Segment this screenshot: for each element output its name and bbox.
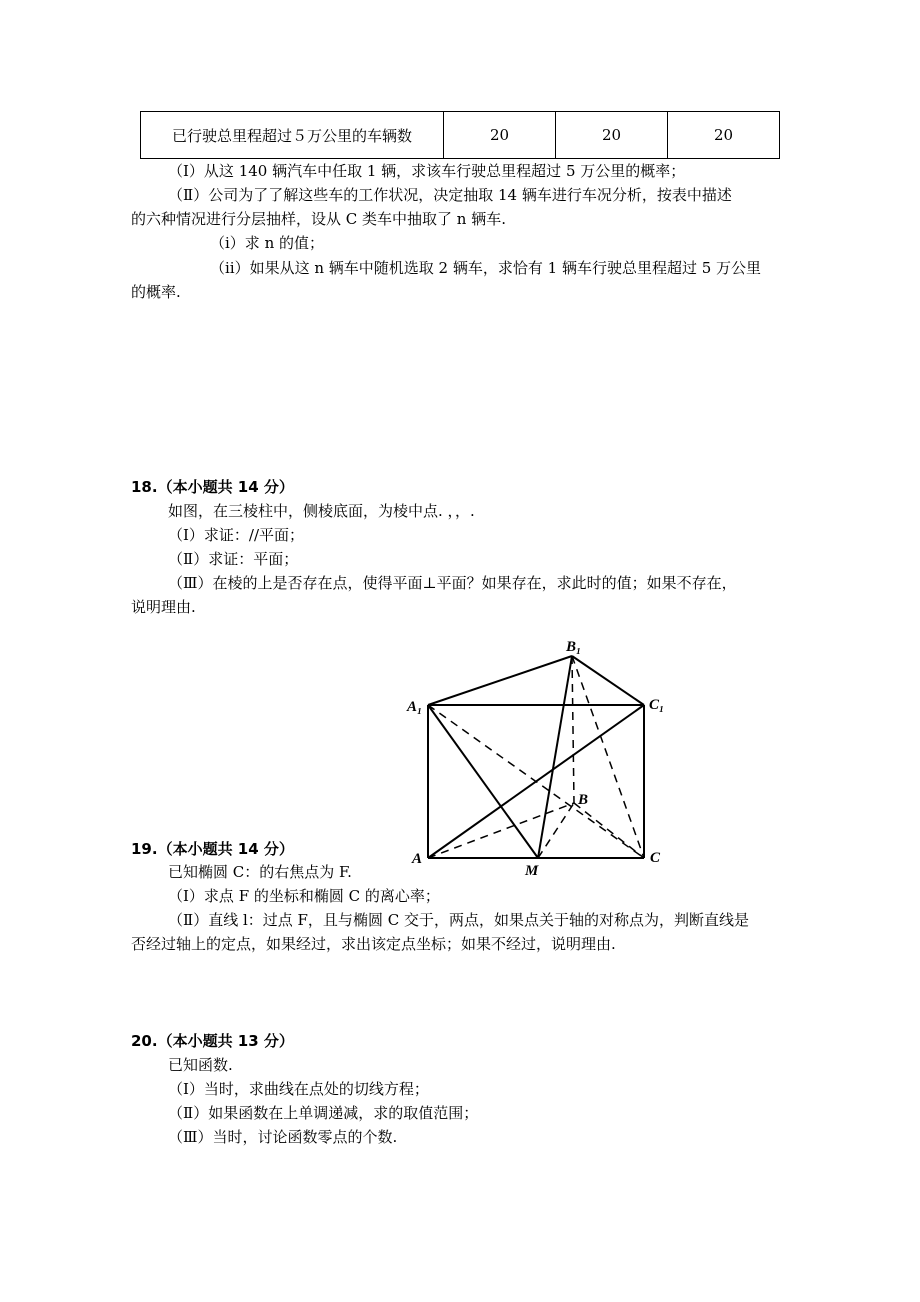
q17-part2-line2: 的六种情况进行分层抽样，设从 C 类车中抽取了 n 辆车. xyxy=(131,210,506,228)
hidden-edge-b1-b xyxy=(572,656,574,803)
q18-intro: 如图，在三棱柱中，侧棱底面，为棱中点. ，，. xyxy=(168,502,475,520)
q19-part2-line1: （Ⅱ）直线 l：过点 F，且与椭圆 C 交于，两点，如果点关于轴的对称点为，判断直线是 xyxy=(168,911,749,929)
q19-part1: （Ⅰ）求点 F 的坐标和椭圆 C 的离心率； xyxy=(168,887,440,905)
q18-part3-line1: （Ⅲ）在棱的上是否存在点，使得平面⊥平面？如果存在，求此时的值；如果不存在， xyxy=(168,574,737,592)
table-row-label: 已行驶总里程超过５万公里的车辆数 xyxy=(141,112,444,159)
label-c1: C₁ xyxy=(649,697,665,713)
q17-sub1: （ⅰ）求 n 的值； xyxy=(210,234,324,252)
q19-part2-line2: 否经过轴上的定点，如果经过，求出该定点坐标；如果不经过，说明理由. xyxy=(131,935,616,953)
label-m: M xyxy=(525,863,539,879)
segment-a1-m xyxy=(428,705,538,858)
table-cell: 20 xyxy=(444,112,556,159)
q17-sub2-line1: （ⅱ）如果从这 n 辆车中随机选取 2 辆车，求恰有 1 辆车行驶总里程超过 5 万公里 xyxy=(210,259,762,277)
edge-b1-c1 xyxy=(572,656,644,705)
q18-part2: （Ⅱ）求证：平面； xyxy=(168,550,299,568)
q19-heading: 19.（本小题共 14 分） xyxy=(131,840,294,858)
q18-part1: （Ⅰ）求证：//平面； xyxy=(168,526,305,544)
q20-part3: （Ⅲ）当时，讨论函数零点的个数. xyxy=(168,1128,398,1146)
label-a: A xyxy=(412,851,423,867)
table-cell: 20 xyxy=(556,112,668,159)
label-c: C xyxy=(650,850,661,866)
q18-heading: 18.（本小题共 14 分） xyxy=(131,478,294,496)
hidden-segment-b1-c xyxy=(572,656,644,858)
hidden-edge-a-b xyxy=(428,803,574,858)
table-cell: 20 xyxy=(668,112,780,159)
label-b1: B₁ xyxy=(566,639,582,655)
q17-sub2-line2: 的概率. xyxy=(131,283,181,301)
label-a1: A₁ xyxy=(407,699,423,715)
label-b: B xyxy=(578,792,589,808)
q17-part2-line1: （Ⅱ）公司为了了解这些车的工作状况，决定抽取 14 辆车进行车况分析，按表中描述 xyxy=(168,186,732,204)
q20-part2: （Ⅱ）如果函数在上单调递减，求的取值范围； xyxy=(168,1104,479,1122)
q17-part1: （Ⅰ）从这 140 辆汽车中任取 1 辆，求该车行驶总里程超过 5 万公里的概率； xyxy=(168,162,686,180)
q20-part1: （Ⅰ）当时，求曲线在点处的切线方程； xyxy=(168,1080,429,1098)
q20-intro: 已知函数. xyxy=(168,1056,233,1074)
segment-m-b1 xyxy=(538,656,572,858)
q18-part3-line2: 说明理由. xyxy=(131,598,196,616)
edge-a1-b1 xyxy=(428,656,572,705)
q19-intro: 已知椭圆 C：的右焦点为 F. xyxy=(168,863,352,881)
q20-heading: 20.（本小题共 13 分） xyxy=(131,1032,294,1050)
